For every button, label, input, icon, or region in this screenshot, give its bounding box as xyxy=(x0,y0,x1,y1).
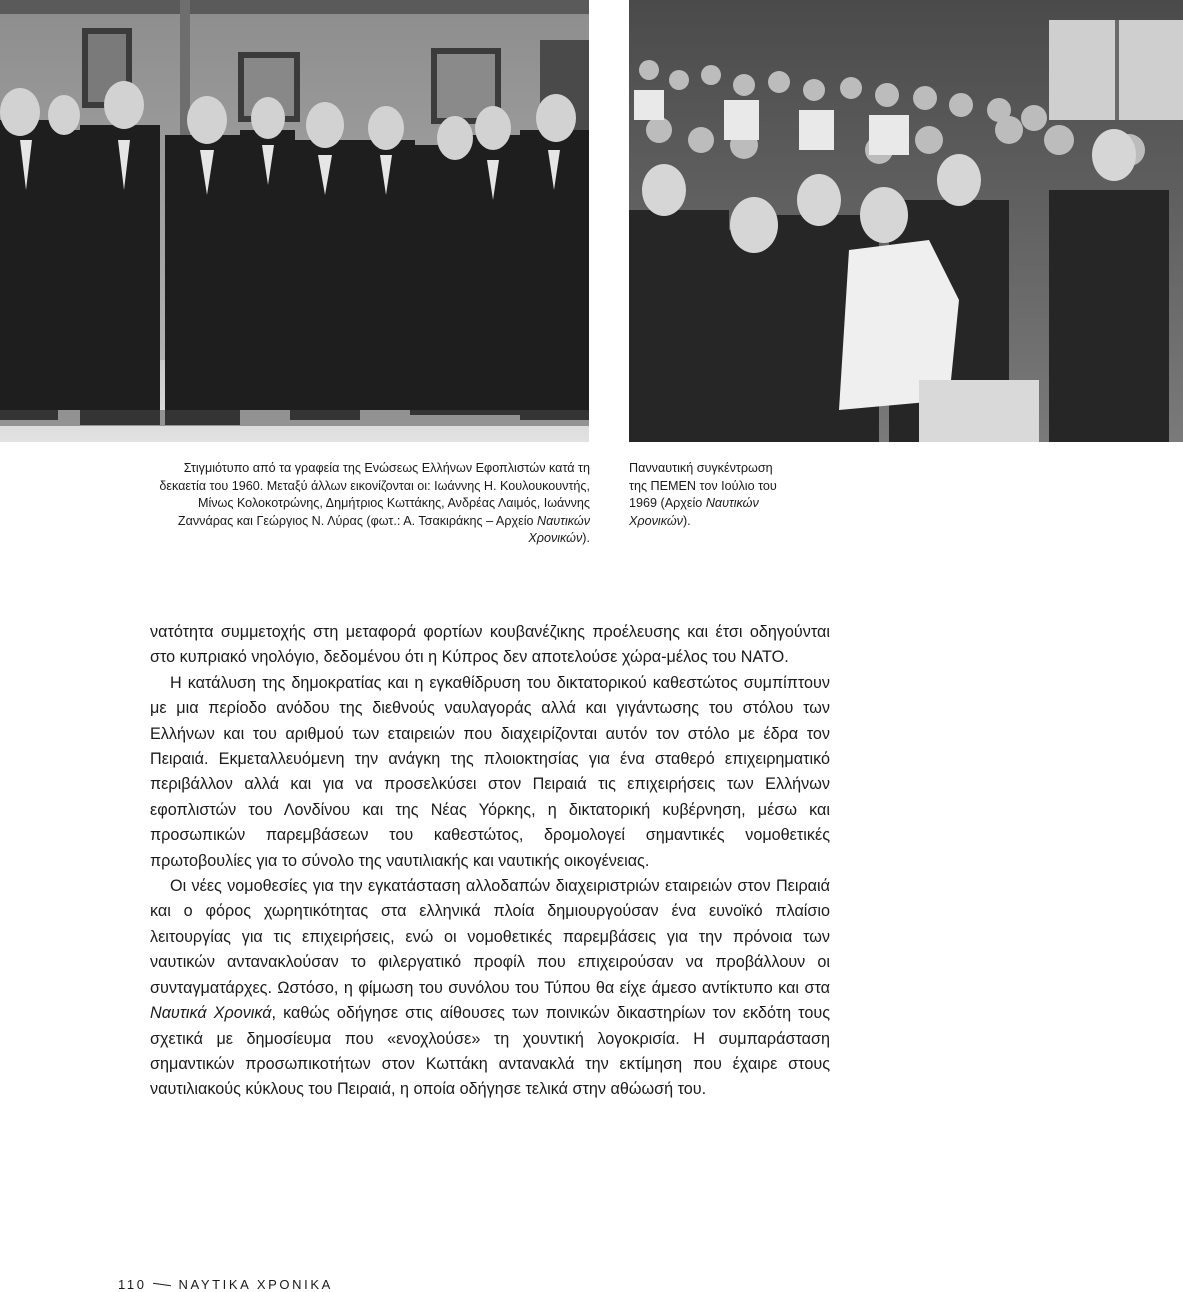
caption-left-text: Στιγμιότυπο από τα γραφεία της Ενώσεως Ελλήνων Εφοπλιστών κατά τη δεκαετία του 1960. Μεταξύ άλλων εικονίζονται οι: Ιωάννης Η. Κουλουκουντής, Μίνως Κολοκοτρώνης, Δημήτριος Κωττάκης, Ανδρέας Λαιμός, Ιωάννης Ζαννάρας και Γεώργιος Ν. Λύρας (φωτ.: Α. Τσακιράκης – Αρχείο xyxy=(159,461,590,528)
caption-right-italic: Ναυτικών Χρονικών xyxy=(629,496,759,528)
paragraph-2: Η κατάλυση της δημοκρατίας και η εγκαθίδρυση του δικτατορικού καθεστώτος συμπίπτουν με μια περίοδο ανόδου της διεθνούς ναυλαγοράς αλλά και γιγάντωσης του στόλου των Ελλήνων και του αριθμού των εταιρειών που διαχειρίζονται αυτόν τον στόλο με έδρα τον Πειραιά. Εκμεταλλευόμενη την ανάγκη της πλοιοκτησίας για ένα σταθερό επιχειρηματικό περιβάλλον αλλά και για να προσελκύσει στον Πειραιά τις επιχειρήσεις των Ελλήνων εφοπλιστών του Λονδίνου και της Νέας Υόρκης, η δικτατορική κυβέρνηση, μέσω και προσωπικών παρεμβάσεων του καθεστώτος, δρομολογεί σημαντικές νομοθετικές πρωτοβουλίες για το σύνολο της ναυτιλιακής και ναυτικής οικογένειας. xyxy=(150,673,830,870)
photo-pemen-gathering xyxy=(629,0,1183,442)
caption-right-text: Πανναυτική συγκέντρωση της ΠΕΜΕΝ τον Ιούλιο του 1969 (Αρχείο xyxy=(629,461,777,511)
caption-left xyxy=(150,460,590,548)
paragraph-3-part-b: , καθώς οδήγησε στις αίθουσες των ποινικών δικαστηρίων τον εκδότη τους σχετικά με δημοσίευμα που «ενοχλούσε» τη χουντική λογοκρισία. Η συμπαράσταση σημαντικών προσωπικοτήτων στον Κωττάκη αντανακλά την εκτίμηση που έχαιρε στους ναυτιλιακούς κύκλους του Πειραιά, η οποία οδήγησε τελικά στην αθώωσή του. xyxy=(150,1004,830,1099)
page-footer xyxy=(118,1277,333,1292)
caption-left-end: ). xyxy=(582,531,590,546)
caption-right xyxy=(629,460,789,530)
paragraph-1: νατότητα συμμετοχής στη μεταφορά φορτίων κουβανέζικης προέλευσης και έτσι οδηγούνται στο κυπριακό νηολόγιο, δεδομένου ότι η Κύπρος δεν αποτελούσε χώρα-μέλος του ΝΑΤΟ. xyxy=(150,623,830,667)
paragraph-3 xyxy=(150,874,830,1103)
paragraph-3-italic: Ναυτικά Χρονικά xyxy=(150,1004,272,1023)
page-number: 110 xyxy=(118,1277,147,1292)
photo-shipowners-union-image xyxy=(0,0,589,442)
caption-left-italic: Ναυτικών Χρονικών xyxy=(528,513,590,546)
paragraph-3-part-a: Οι νέες νομοθεσίες για την εγκατάσταση αλλοδαπών διαχειριστριών εταιρειών στον Πειραιά και ο φόρος χωρητικότητας στα ελληνικά πλοία δημιουργούσαν ένα ευνοϊκό πλαίσιο λειτουργίας για τις επιχειρήσεις, ενώ οι νομοθετικές παρεμβάσεις για την πρόνοια των ναυτικών αντανακλούσαν το φιλεργατικό προφίλ που επιχειρούσαν να προβάλλουν οι συνταγματάρχες. Ωστόσο, η φίμωση του συνόλου του Τύπου θα είχε άμεσο αντίκτυπο και στα xyxy=(150,877,830,997)
footer-divider xyxy=(153,1283,171,1286)
caption-right-end: ). xyxy=(682,513,691,528)
photo-pemen-gathering-image xyxy=(629,0,1183,442)
photo-shipowners-union xyxy=(0,0,589,442)
article-body xyxy=(150,620,830,1103)
publication-name: ΝΑΥΤΙΚΑ ΧΡΟΝΙΚΑ xyxy=(178,1277,333,1292)
